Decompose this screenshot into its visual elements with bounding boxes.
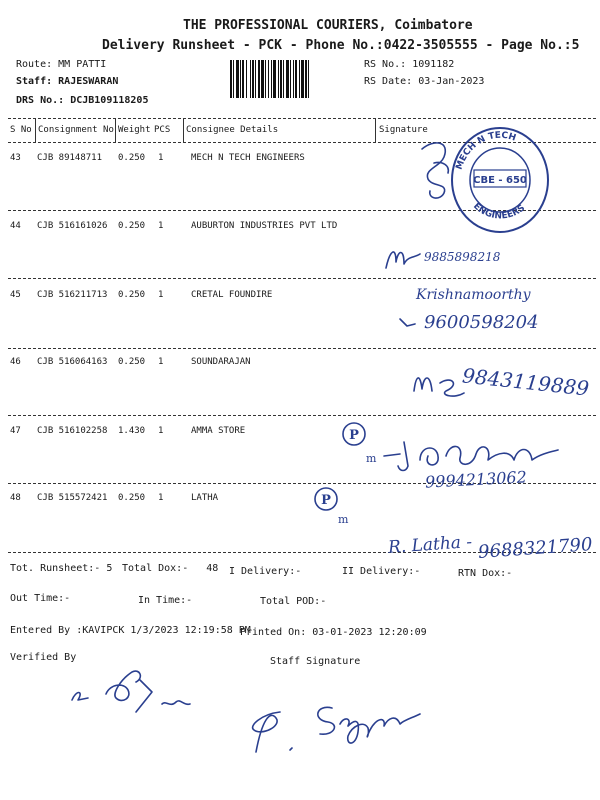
row-sno: 47 xyxy=(10,426,21,436)
signature-46-phone: 9843119889 xyxy=(461,363,591,401)
rs-no-label: RS No.: xyxy=(364,59,407,70)
staff-value: RAJESWARAN xyxy=(58,76,119,87)
signature-45-name: Krishnamoorthy xyxy=(416,287,531,303)
total-pod-label: Total POD:- xyxy=(260,596,327,607)
row-details: LATHA xyxy=(191,493,219,503)
in-time-label: In Time:- xyxy=(138,595,193,606)
row-weight: 1.430 xyxy=(118,426,146,436)
col-weight: Weight xyxy=(118,125,151,135)
signature-48-name: R. Latha - xyxy=(387,532,473,558)
row-sno: 48 xyxy=(10,493,21,503)
col-divider xyxy=(35,118,36,142)
row-sno: 45 xyxy=(10,290,21,300)
table-top-rule xyxy=(8,118,596,119)
route-value: MM PATTI xyxy=(58,59,107,70)
verifier-signature xyxy=(66,660,216,720)
svg-text:P: P xyxy=(349,428,359,443)
row-pcs: 1 xyxy=(158,426,164,436)
col-details: Consignee Details xyxy=(186,125,279,135)
row-sno: 46 xyxy=(10,357,21,367)
row-details: MECH N TECH ENGINEERS xyxy=(191,153,305,163)
stamp-bottom-text: ENGINEERS xyxy=(471,201,528,222)
row-consignment: CJB 516211713 xyxy=(37,290,108,300)
row-separator xyxy=(8,415,596,416)
row-separator xyxy=(8,278,596,279)
row-consignment: CJB 516161026 xyxy=(37,221,108,231)
row-details: AUBURTON INDUSTRIES PVT LTD xyxy=(191,221,338,231)
rs-date-line xyxy=(364,76,484,87)
signature-44 xyxy=(382,240,426,274)
signature-44-phone: 9885898218 xyxy=(424,250,501,264)
runsheet-subtitle: Delivery Runsheet - PCK - Phone No.:0422-3505555 - Page No.:5 xyxy=(102,38,580,53)
row-weight: 0.250 xyxy=(118,493,146,503)
rs-date-label: RS Date: xyxy=(364,76,413,87)
barcode xyxy=(230,60,356,98)
stamp-top-text: MECH N TECH xyxy=(454,130,518,172)
row-sno: 44 xyxy=(10,221,21,231)
row-details: CRETAL FOUNDIRE xyxy=(191,290,273,300)
svg-text:m: m xyxy=(366,452,377,465)
second-delivery-label: II Delivery:- xyxy=(342,566,421,577)
signature-43 xyxy=(414,135,464,205)
route-line xyxy=(16,59,106,70)
printed-on: Printed On: 03-01-2023 12:20:09 xyxy=(240,627,427,638)
total-dox-label: Total Dox:- xyxy=(122,563,189,574)
total-runsheet-label: Tot. Runsheet:- xyxy=(10,563,101,574)
company-title: THE PROFESSIONAL COURIERS, Coimbatore xyxy=(183,18,473,33)
route-label: Route: xyxy=(16,59,53,70)
row-weight: 0.250 xyxy=(118,290,146,300)
staff-label: Staff: xyxy=(16,76,53,87)
stamp-center-text: CBE - 650 xyxy=(473,175,527,186)
entered-by: Entered By :KAVIPCK 1/3/2023 12:19:58 PM xyxy=(10,625,251,636)
row-details: AMMA STORE xyxy=(191,426,246,436)
col-pcs: PCS xyxy=(154,125,171,135)
svg-text:P: P xyxy=(321,493,331,508)
col-divider xyxy=(375,118,376,142)
drs-line xyxy=(16,95,148,106)
row-details: SOUNDARAJAN xyxy=(191,357,251,367)
total-runsheet-value: 5 xyxy=(106,563,113,574)
signature-48-phone: 9688321790 xyxy=(477,534,594,563)
row-consignment: CJB 89148711 xyxy=(37,153,103,163)
staff-signature-label: Staff Signature xyxy=(270,656,361,667)
first-delivery-label: I Delivery:- xyxy=(229,566,302,577)
row-separator xyxy=(8,348,596,349)
signature-45-phone: 9600598204 xyxy=(424,312,539,333)
row-consignment: CJB 516064163 xyxy=(37,357,108,367)
col-divider xyxy=(115,118,116,142)
out-time-label: Out Time:- xyxy=(10,593,71,604)
rs-no-line xyxy=(364,59,454,70)
rs-no-value: 1091182 xyxy=(412,59,455,70)
total-dox-value: 48 xyxy=(206,563,219,574)
table-row xyxy=(0,493,600,513)
rtn-dox-label: RTN Dox:- xyxy=(458,568,513,579)
staff-signature xyxy=(236,690,436,770)
drs-label: DRS No.: xyxy=(16,95,65,106)
row-pcs: 1 xyxy=(158,153,164,163)
row-weight: 0.250 xyxy=(118,153,146,163)
col-sno: S No xyxy=(10,125,32,135)
row-consignment: CJB 516102258 xyxy=(37,426,108,436)
row-weight: 0.250 xyxy=(118,357,146,367)
row-sno: 43 xyxy=(10,153,21,163)
row-weight: 0.250 xyxy=(118,221,146,231)
signature-47-phone: 9994213062 xyxy=(424,467,528,492)
col-signature: Signature xyxy=(379,125,428,135)
p-stamp-icon xyxy=(340,418,380,470)
p-stamp-icon xyxy=(312,485,358,531)
col-consignment: Consignment No xyxy=(38,125,114,135)
row-pcs: 1 xyxy=(158,357,164,367)
row-pcs: 1 xyxy=(158,493,164,503)
verified-by-label: Verified By xyxy=(10,652,77,663)
svg-text:m: m xyxy=(338,513,349,526)
row-pcs: 1 xyxy=(158,221,164,231)
barcode-graphic xyxy=(230,60,356,98)
staff-line xyxy=(16,76,118,87)
row-consignment: CJB 515572421 xyxy=(37,493,108,503)
signature-45-tick xyxy=(397,316,417,330)
col-divider xyxy=(183,118,184,142)
total-dox xyxy=(122,563,218,574)
total-runsheet xyxy=(10,563,112,574)
drs-value: DCJB109118205 xyxy=(70,95,149,106)
rs-date-value: 03-Jan-2023 xyxy=(418,76,485,87)
row-pcs: 1 xyxy=(158,290,164,300)
